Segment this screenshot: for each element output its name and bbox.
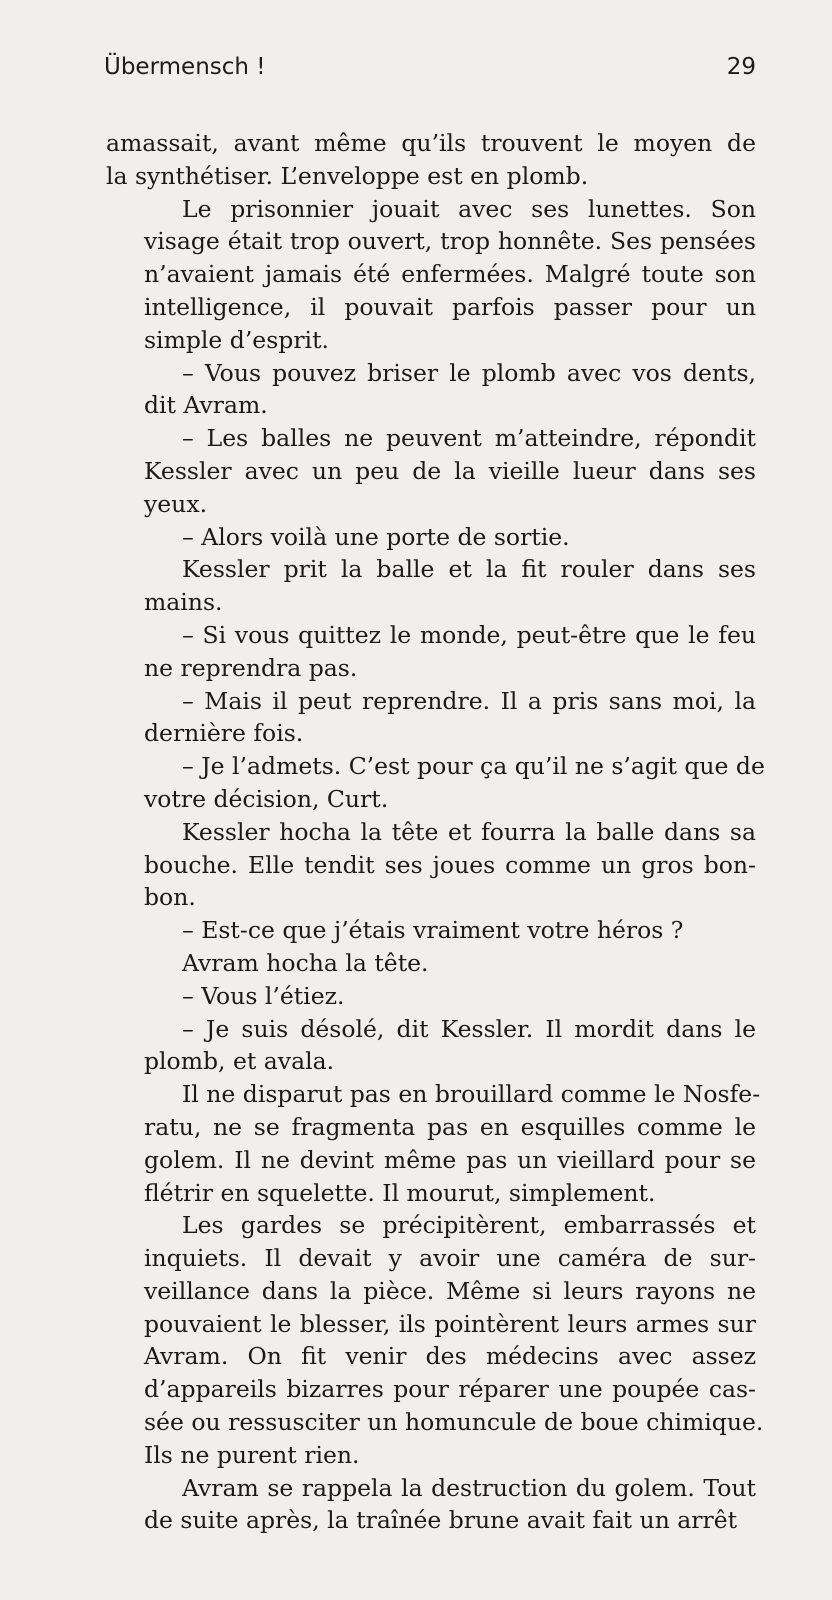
text-line: – Je suis désolé, dit Kessler. Il mordit dans le — [182, 1014, 756, 1043]
paragraph — [106, 685, 756, 751]
text-line: Kessler hocha la tête et fourra la balle dans sa — [182, 817, 756, 846]
text-line: Avram se rappela la destruction du golem. Tout — [182, 1473, 756, 1502]
text-line: dit Avram. — [144, 391, 268, 420]
paragraph — [106, 422, 756, 520]
text-line: – Les balles ne peuvent m’atteindre, répondit — [182, 424, 756, 453]
text-line: dernière fois. — [144, 719, 304, 748]
running-title: Übermensch ! — [104, 54, 266, 80]
text-line: la synthétiser. L’enveloppe est en plomb. — [106, 161, 589, 190]
text-line: – Si vous quittez le monde, peut-être que le feu — [182, 620, 756, 649]
text-line: inquiets. Il devait y avoir une caméra de sur- — [144, 1244, 756, 1273]
paragraph — [106, 553, 756, 619]
paragraph — [106, 947, 756, 980]
text-line: – Vous pouvez briser le plomb avec vos dents, — [182, 358, 756, 387]
text-line: – Je l’admets. C’est pour ça qu’il ne s’agit que de — [182, 752, 765, 781]
paragraph — [106, 193, 756, 357]
text-line: Il ne disparut pas en brouillard comme le Nosfe- — [182, 1080, 761, 1109]
text-line: – Mais il peut reprendre. Il a pris sans moi, la — [182, 686, 756, 715]
paragraph — [106, 914, 756, 947]
text-line: yeux. — [144, 489, 208, 518]
text-line: n’avaient jamais été enfermées. Malgré toute son — [144, 260, 756, 289]
text-line: – Alors voilà une porte de sortie. — [182, 522, 570, 551]
paragraph — [106, 1013, 756, 1079]
text-line: Kessler avec un peu de la vieille lueur dans ses — [144, 456, 756, 485]
text-line: simple d’esprit. — [144, 325, 329, 354]
text-line: visage était trop ouvert, trop honnête. Ses pensées — [144, 227, 756, 256]
text-line: Le prisonnier jouait avec ses lunettes. Son — [182, 194, 756, 223]
text-line: amassait, avant même qu’ils trouvent le moyen de — [106, 129, 756, 157]
text-line: pouvaient le blesser, ils pointèrent leurs armes sur — [144, 1309, 756, 1338]
text-line: Avram. On fit venir des médecins avec assez — [144, 1342, 756, 1371]
paragraph — [106, 521, 756, 554]
text-line: bouche. Elle tendit ses joues comme un gros bon- — [144, 850, 756, 879]
text-line: ne reprendra pas. — [144, 653, 358, 682]
text-line: flétrir en squelette. Il mourut, simplement. — [144, 1178, 656, 1207]
paragraph — [106, 750, 765, 816]
paragraph — [106, 816, 756, 914]
paragraph — [106, 1209, 764, 1471]
text-line: d’appareils bizarres pour réparer une poupée cas- — [144, 1375, 756, 1404]
page-number: 29 — [726, 54, 756, 80]
body-text — [106, 127, 765, 1537]
text-line: Ils ne purent rien. — [144, 1440, 360, 1469]
text-line: plomb, et avala. — [144, 1047, 335, 1076]
text-line: golem. Il ne devint même pas un vieillard pour se — [144, 1145, 756, 1174]
text-line: votre décision, Curt. — [144, 784, 389, 813]
paragraph — [106, 619, 756, 685]
paragraph — [106, 1078, 761, 1209]
text-line: bon. — [144, 883, 196, 912]
text-line: de suite après, la traînée brune avait fait un arrêt — [144, 1506, 738, 1535]
text-line: – Vous l’étiez. — [182, 981, 345, 1010]
text-line: ratu, ne se fragmenta pas en esquilles comme le — [144, 1112, 756, 1141]
running-header — [104, 54, 756, 94]
text-line: Les gardes se précipitèrent, embarrassés et — [182, 1211, 756, 1240]
text-line: intelligence, il pouvait parfois passer pour un — [144, 292, 756, 321]
paragraph — [106, 357, 756, 423]
paragraph — [106, 1472, 756, 1538]
paragraph — [106, 127, 756, 193]
text-line: mains. — [144, 588, 223, 617]
text-line: Kessler prit la balle et la fit rouler dans ses — [182, 555, 756, 584]
text-line: veillance dans la pièce. Même si leurs rayons ne — [144, 1276, 756, 1305]
text-line: Avram hocha la tête. — [182, 948, 429, 977]
paragraph — [106, 980, 756, 1013]
text-line: – Est-ce que j’étais vraiment votre héros ? — [182, 916, 684, 945]
text-line: sée ou ressusciter un homuncule de boue chimique. — [144, 1408, 764, 1437]
